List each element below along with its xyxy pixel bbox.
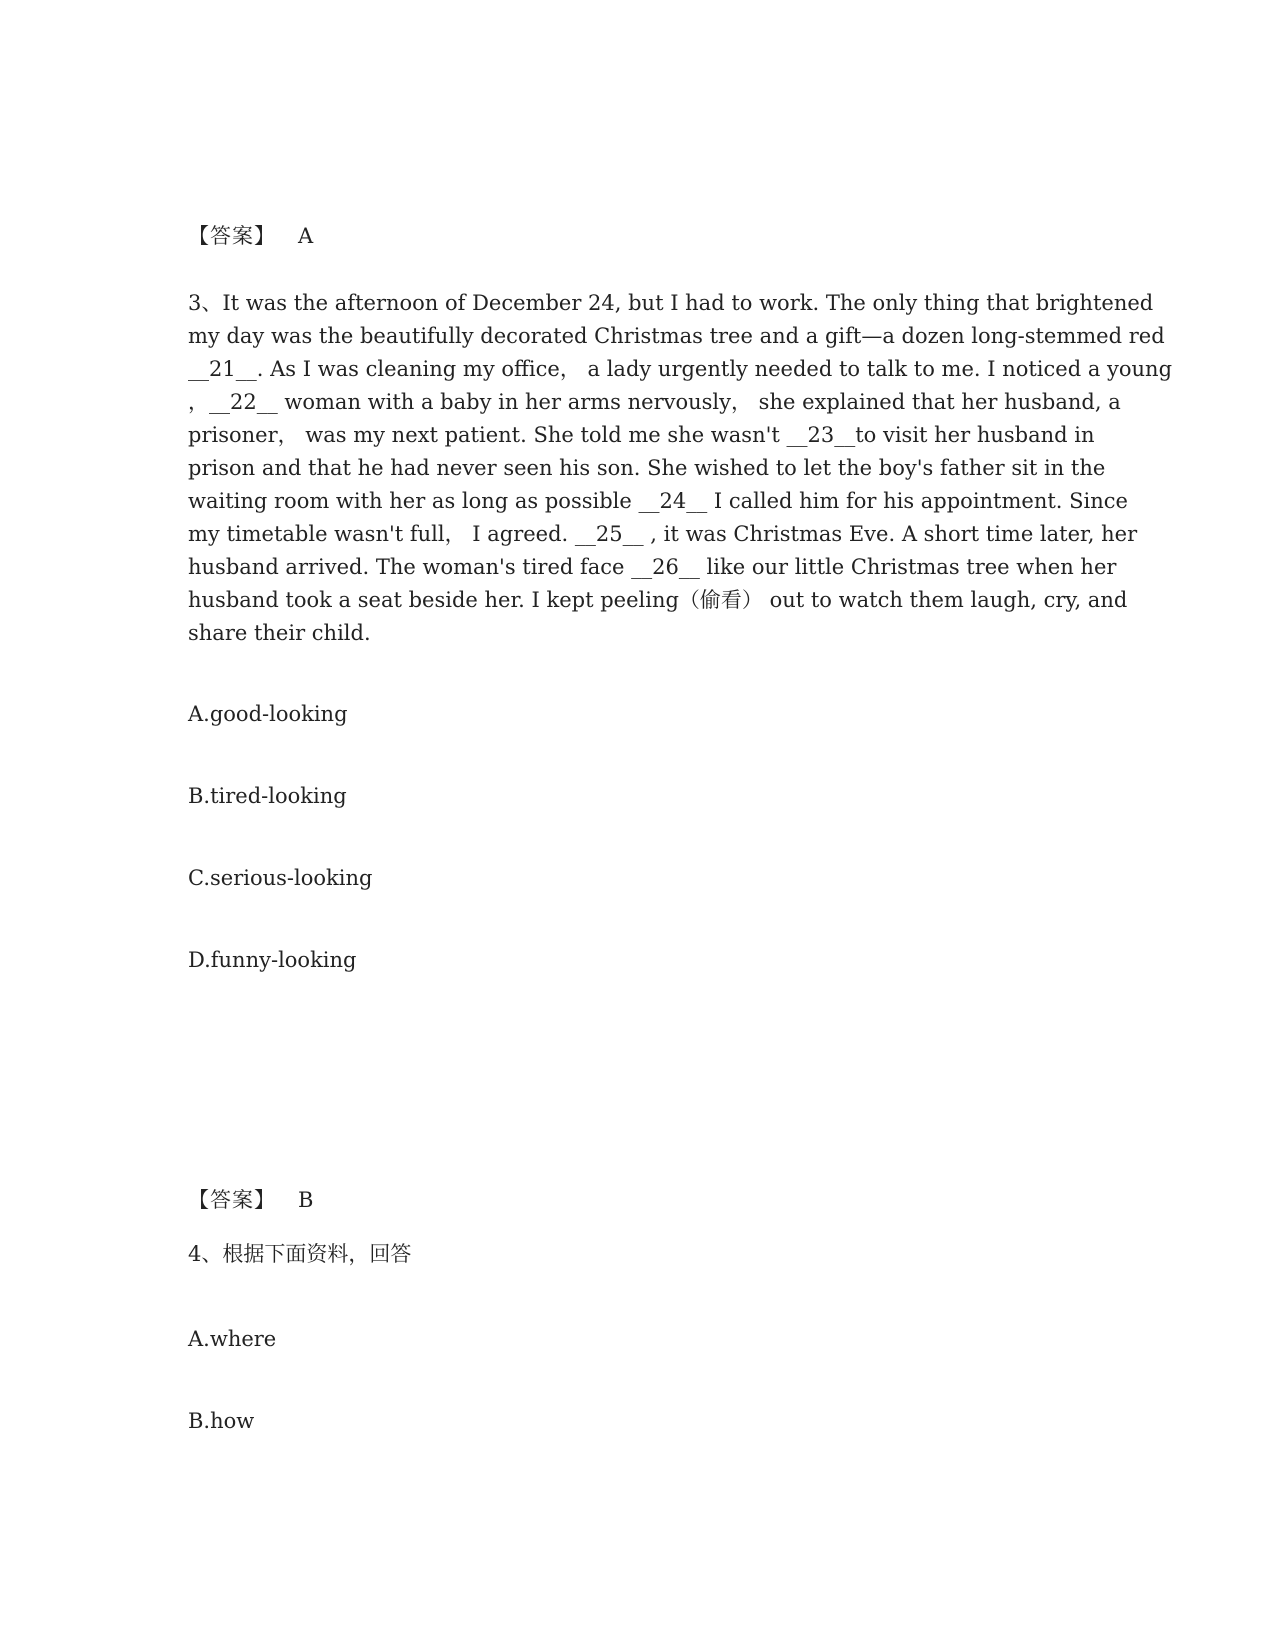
- passage-line: waiting room with her as long as possible __24__ I called him for his appointment. Since: [188, 489, 1128, 513]
- answer-label: 【答案】: [188, 224, 276, 248]
- answer-label: 【答案】: [188, 1188, 276, 1212]
- passage-line: husband took a seat beside her. I kept peeling（偷看） out to watch them laugh, cry, and: [188, 588, 1128, 612]
- answer-value: A: [298, 224, 314, 248]
- passage-line: husband arrived. The woman's tired face __26__ like our little Christmas tree when her: [188, 555, 1117, 579]
- passage-line: prison and that he had never seen his son. She wished to let the boy's father sit in the: [188, 456, 1106, 480]
- question-3-passage: [188, 287, 1173, 650]
- passage-line: ，__22__ woman with a baby in her arms nervously， she explained that her husband, a: [188, 390, 1121, 414]
- q4-option-b: B.how: [188, 1409, 255, 1433]
- answer-value: B: [298, 1188, 314, 1212]
- passage-line: __21__. As I was cleaning my office， a lady urgently needed to talk to me. I noticed a young: [188, 357, 1173, 381]
- option-b: B.tired-looking: [188, 784, 347, 808]
- passage-line: my day was the beautifully decorated Christmas tree and a gift—a dozen long-stemmed red: [188, 324, 1165, 348]
- passage-line: share their child.: [188, 621, 371, 645]
- passage-line: prisoner， was my next patient. She told me she wasn't __23__to visit her husband in: [188, 423, 1095, 447]
- option-a: A.good-looking: [188, 702, 348, 726]
- q4-option-a: A.where: [188, 1327, 277, 1351]
- option-c: C.serious-looking: [188, 866, 373, 890]
- passage-line: my timetable wasn't full， I agreed. __25__ , it was Christmas Eve. A short time later, her: [188, 522, 1138, 546]
- answer-line-2: [188, 1186, 313, 1214]
- passage-line: 3、It was the afternoon of December 24, but I had to work. The only thing that brightened: [188, 291, 1154, 315]
- question-4-stem: 4、根据下面资料，回答: [188, 1242, 412, 1266]
- option-d: D.funny-looking: [188, 948, 357, 972]
- answer-line-1: [188, 222, 313, 250]
